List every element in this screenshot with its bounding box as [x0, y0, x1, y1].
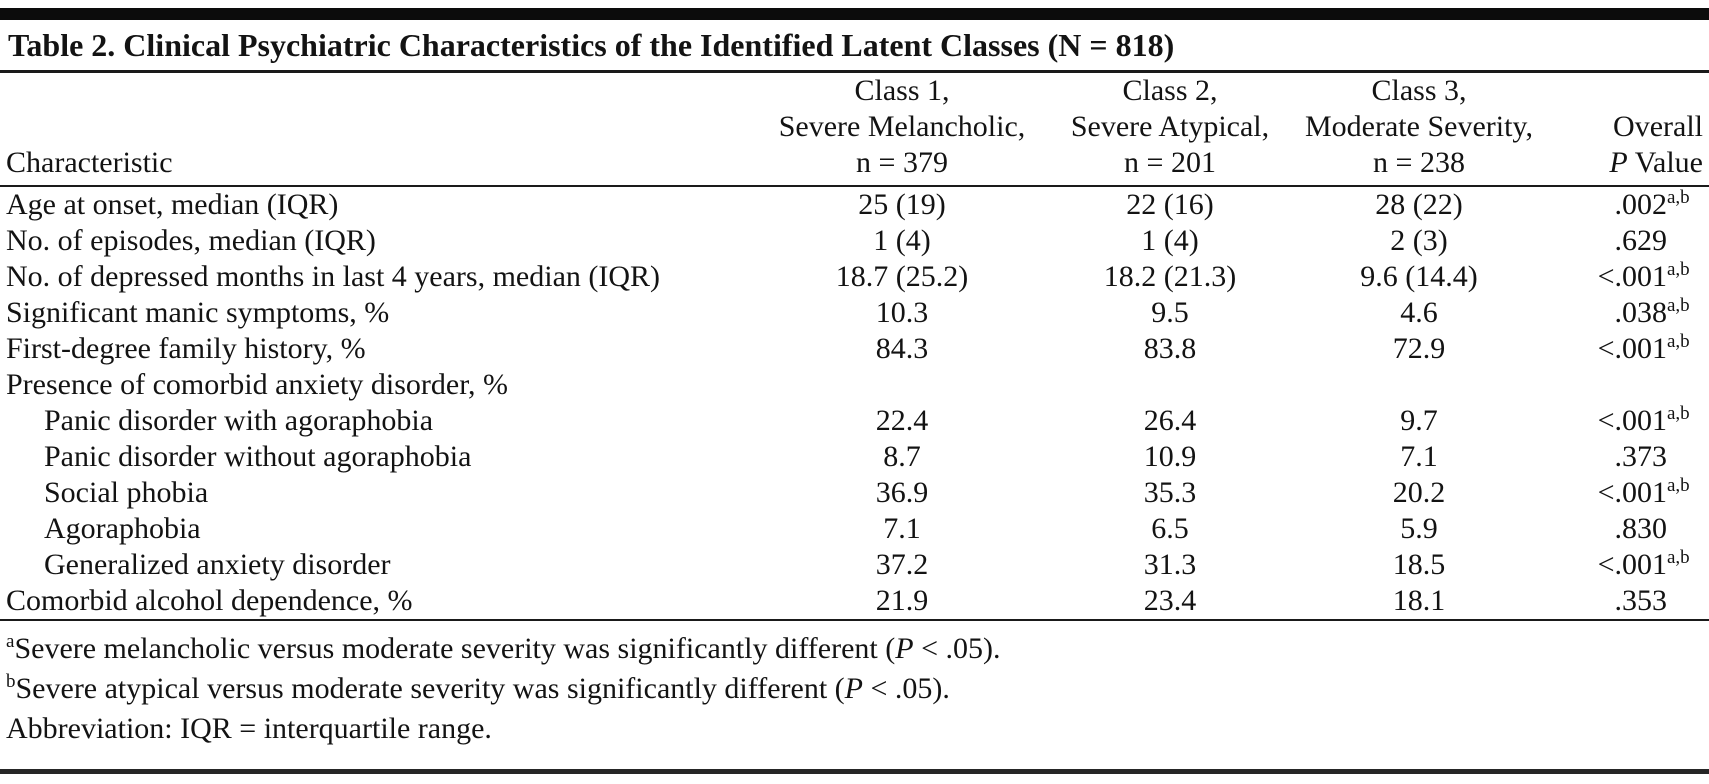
- table-row: [0, 583, 1709, 620]
- footnote-a: [6, 629, 1701, 669]
- pvalue-header-rest: Value: [1627, 146, 1703, 179]
- class1-cell: 37.2: [875, 548, 929, 581]
- p-italic: P: [844, 672, 863, 705]
- class2-cell: 31.3: [1143, 548, 1197, 581]
- table-row: [0, 547, 1709, 583]
- row-label: Panic disorder with agoraphobia: [44, 404, 434, 437]
- class2-cell: 83.8: [1143, 332, 1197, 365]
- table-row: [0, 223, 1709, 259]
- footnote-a-text: Severe melancholic versus moderate severity was significantly different (: [14, 632, 896, 665]
- class2-header-line3: n = 201: [1124, 146, 1216, 179]
- class2-cell: 10.9: [1143, 440, 1197, 473]
- row-label: Age at onset, median (IQR): [6, 188, 339, 221]
- pvalue-cell: [1534, 439, 1709, 475]
- footnote-a-text-end: < .05).: [913, 632, 1001, 665]
- top-rule: [0, 8, 1709, 20]
- class2-cell: 6.5: [1151, 512, 1189, 545]
- pvalue-text: <.001: [1597, 260, 1667, 293]
- table-row: [0, 367, 1709, 403]
- class3-cell: 4.6: [1400, 296, 1438, 329]
- class1-header-line1: Class 1,: [854, 74, 950, 107]
- p-italic: P: [895, 632, 914, 665]
- footnote-abbreviation: [6, 709, 1701, 749]
- pvalue-text: .830: [1614, 512, 1667, 545]
- pvalue-text: .373: [1614, 440, 1667, 473]
- pvalue-cell: $<.001^{a,b}$: [1597, 331, 1690, 365]
- class3-cell: 18.5: [1392, 548, 1446, 581]
- footnote-abbr-text: Abbreviation: IQR = interquartile range.: [6, 712, 492, 745]
- class1-cell: 21.9: [768, 583, 1036, 620]
- class2-cell: 35.3: [1143, 476, 1197, 509]
- col-header-class2: [1036, 73, 1304, 186]
- pvalue-header-line1: Overall: [1613, 110, 1703, 143]
- class2-cell: 9.5: [1151, 296, 1189, 329]
- class1-header-line3: n = 379: [856, 146, 948, 179]
- pvalue-cell: $<.001^{a,b}$: [1597, 403, 1690, 437]
- row-label: Significant manic symptoms, %: [6, 296, 390, 329]
- table-row: [0, 259, 1709, 295]
- class3-cell: 72.9: [1392, 332, 1446, 365]
- class1-cell: 7.1: [883, 512, 921, 545]
- row-label: No. of depressed months in last 4 years, median (IQR): [6, 260, 661, 293]
- class3-header-line2: Moderate Severity,: [1305, 110, 1533, 143]
- pvalue-cell: [1534, 583, 1709, 620]
- table-row: [0, 439, 1709, 475]
- pvalue-text: .353: [1614, 584, 1667, 617]
- table-body: [0, 186, 1709, 620]
- table-footnotes: [0, 621, 1709, 749]
- table-row: [0, 475, 1709, 511]
- class2-cell: 18.2 (21.3): [1103, 260, 1237, 293]
- class1-cell: 8.7: [883, 440, 921, 473]
- row-label: Social phobia: [44, 476, 209, 509]
- class2-cell: [1036, 367, 1304, 403]
- col-header-pvalue: [1534, 73, 1709, 186]
- pvalue-text: .038: [1614, 296, 1667, 329]
- table-row: [0, 403, 1709, 439]
- footnote-b-text: Severe atypical versus moderate severity was significantly different (: [15, 672, 845, 705]
- characteristic-header-label: Characteristic: [6, 146, 173, 179]
- class2-cell: 23.4: [1036, 583, 1304, 620]
- row-label: Panic disorder without agoraphobia: [44, 440, 472, 473]
- class2-cell: 1 (4): [1141, 224, 1199, 257]
- footnote-b: [6, 669, 1701, 709]
- pvalue-text: <.001: [1597, 548, 1667, 581]
- table-title: Table 2. Clinical Psychiatric Characteristics of the Identified Latent Classes (N = 818): [8, 27, 1175, 63]
- class3-cell: 9.7: [1400, 404, 1438, 437]
- clinical-characteristics-table: [0, 73, 1709, 621]
- class2-cell: 26.4: [1143, 404, 1197, 437]
- header-row: [0, 73, 1709, 186]
- pvalue-text: .002: [1614, 188, 1667, 221]
- class1-cell: 18.7 (25.2): [835, 260, 969, 293]
- col-header-class3: [1304, 73, 1534, 186]
- footnote-a-marker: a: [6, 631, 15, 652]
- class1-cell: 10.3: [875, 296, 929, 329]
- class3-cell: 28 (22): [1375, 188, 1463, 221]
- pvalue-cell: .038$^{a,b}$: [1614, 295, 1690, 329]
- class2-header-line1: Class 2,: [1122, 74, 1218, 107]
- pvalue-text: .629: [1614, 224, 1667, 257]
- class3-cell: 7.1: [1400, 440, 1438, 473]
- class1-header-line2: Severe Melancholic,: [778, 110, 1026, 143]
- pvalue-cell: [1534, 511, 1709, 547]
- footnote-b-text-end: < .05).: [862, 672, 950, 705]
- table-row: [0, 295, 1709, 331]
- table-header: [0, 73, 1709, 186]
- row-label: No. of episodes, median (IQR): [6, 224, 376, 257]
- pvalue-cell: $<.001^{a,b}$: [1597, 475, 1690, 509]
- row-label: Comorbid alcohol dependence, %: [0, 583, 768, 620]
- class1-cell: 1 (4): [873, 224, 931, 257]
- class3-cell: 5.9: [1400, 512, 1438, 545]
- table-row: [0, 511, 1709, 547]
- pvalue-cell: [1534, 367, 1709, 403]
- bottom-rule: [0, 769, 1709, 774]
- footnote-b-marker: b: [6, 671, 16, 692]
- pvalue-header-line2: [1534, 145, 1703, 181]
- pvalue-text: <.001: [1597, 332, 1667, 365]
- row-label: First-degree family history, %: [6, 332, 366, 365]
- class3-header-line3: n = 238: [1373, 146, 1465, 179]
- table-row: [0, 331, 1709, 367]
- row-label: Generalized anxiety disorder: [44, 548, 391, 581]
- class1-cell: [768, 367, 1036, 403]
- class1-cell: 84.3: [875, 332, 929, 365]
- pvalue-text: <.001: [1597, 476, 1667, 509]
- class3-cell: 18.1: [1304, 583, 1534, 620]
- class2-header-line2: Severe Atypical,: [1070, 110, 1270, 143]
- col-header-characteristic: [0, 73, 768, 186]
- table-row: [0, 186, 1709, 223]
- pvalue-cell: [1534, 223, 1709, 259]
- class1-cell: 36.9: [875, 476, 929, 509]
- class3-cell: [1304, 367, 1534, 403]
- class1-cell: 25 (19): [858, 188, 946, 221]
- class3-header-line1: Class 3,: [1371, 74, 1467, 107]
- class1-cell: 22.4: [875, 404, 929, 437]
- pvalue-text: <.001: [1597, 404, 1667, 437]
- pvalue-cell: $<.001^{a,b}$: [1597, 259, 1690, 293]
- class3-cell: 2 (3): [1390, 224, 1448, 257]
- pvalue-cell: .002$^{a,b}$: [1614, 187, 1690, 221]
- p-italic: P: [1609, 146, 1628, 179]
- row-label-group: Presence of comorbid anxiety disorder, %: [6, 368, 508, 401]
- class3-cell: 9.6 (14.4): [1360, 260, 1478, 293]
- pvalue-cell: $<.001^{a,b}$: [1597, 547, 1690, 581]
- col-header-class1: [768, 73, 1036, 186]
- class3-cell: 20.2: [1392, 476, 1446, 509]
- row-label: Agoraphobia: [44, 512, 201, 545]
- class2-cell: 22 (16): [1126, 188, 1214, 221]
